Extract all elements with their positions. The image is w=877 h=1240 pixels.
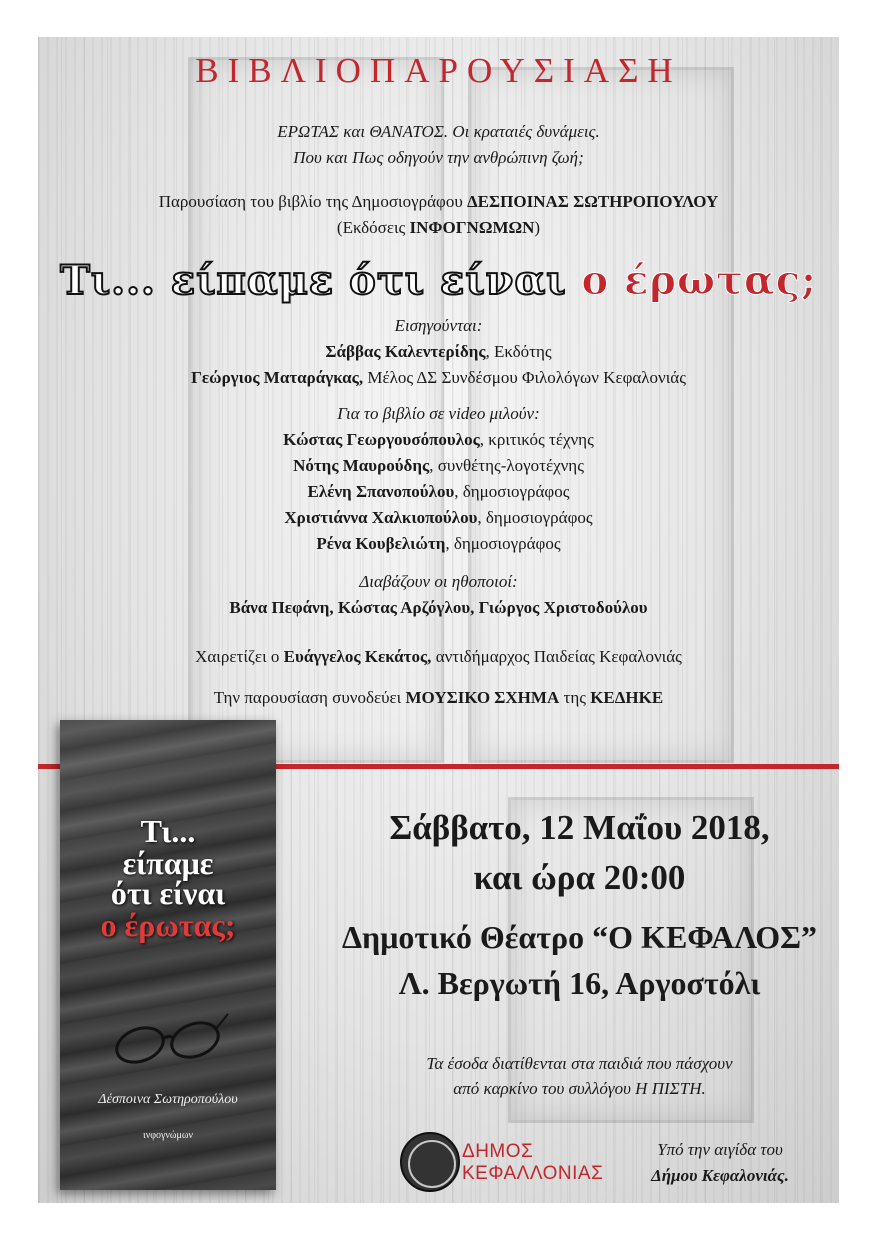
cover-author: Δέσποινα Σωτηροπούλου xyxy=(98,1092,238,1107)
cover-title-line-4: ο έρωτας; xyxy=(100,907,236,943)
event-address: Λ. Βεργωτή 16, Αργοστόλι xyxy=(398,965,761,1001)
event-date: Σάββατο, 12 Μαΐου 2018, xyxy=(389,808,770,847)
video-speaker-row xyxy=(38,531,839,557)
book-cover xyxy=(60,720,276,1190)
speaker-role: , Εκδότης xyxy=(485,342,552,361)
speaker-row xyxy=(38,365,839,391)
actors-block xyxy=(38,569,839,621)
publisher-close: ) xyxy=(534,218,541,237)
event-venue: Δημοτικό Θέατρο “Ο ΚΕΦΑΛΟΣ” xyxy=(341,919,818,955)
video-speaker-role: , δημοσιογράφος xyxy=(454,482,570,501)
municipality-line-2: ΚΕΦΑΛΛΟΝΙΑΣ xyxy=(462,1163,604,1184)
glasses-icon xyxy=(110,1010,230,1070)
municipality-logo-text xyxy=(462,1141,603,1185)
theme-line-2: Που και Πως οδηγούν την ανθρώπινη ζωή; xyxy=(293,148,584,167)
video-speaker-row xyxy=(38,505,839,531)
event-time: και ώρα 20:00 xyxy=(473,858,686,897)
greeting-name: Ευάγγελος Κεκάτος, xyxy=(283,647,432,666)
greeting-prefix: Χαιρετίζει ο xyxy=(195,647,284,666)
publisher-open: (Εκδόσεις xyxy=(336,218,410,237)
music-org: ΚΕΔΗΚΕ xyxy=(590,688,664,707)
speakers-block xyxy=(38,313,839,391)
actors-names: Βάνα Πεφάνη, Κώστας Αρζόγλου, Γιώργος Χριστοδούλου xyxy=(229,598,648,617)
proceeds-line-1: Τα έσοδα διατίθενται στα παιδιά που πάσχουν xyxy=(426,1054,733,1073)
book-title-part-2: ο έρωτας; xyxy=(581,257,817,304)
municipality-line-1: ΔΗΜΟΣ xyxy=(462,1141,534,1162)
speakers-heading: Εισηγούνται: xyxy=(394,316,483,335)
presentation-prefix: Παρουσίαση του βιβλίο της Δημοσιογράφου xyxy=(158,192,468,211)
aegis-note xyxy=(610,1137,830,1189)
speaker-row xyxy=(38,339,839,365)
music-group: ΜΟΥΣΙΚΟ ΣΧΗΜΑ xyxy=(405,688,560,707)
cover-title-line-3: ότι είναι xyxy=(110,875,226,911)
video-speaker-name: Χριστιάννα Χαλκιοπούλου xyxy=(284,508,478,527)
greeting-line xyxy=(38,644,839,670)
video-speaker-role: , δημοσιογράφος xyxy=(477,508,593,527)
speaker-name: Γεώργιος Ματαράγκας, xyxy=(191,368,364,387)
presentation-line xyxy=(38,189,839,215)
cover-title-line-2: είπαμε xyxy=(122,845,214,881)
speaker-name: Σάββας Καλεντερίδης xyxy=(325,342,486,361)
page-title: ΒΙΒΛΙΟΠΑΡΟΥΣΙΑΣΗ xyxy=(195,51,682,90)
proceeds-note xyxy=(320,1051,839,1101)
music-line xyxy=(38,685,839,711)
theme-line-1: ΕΡΩΤΑΣ και ΘΑΝΑΤΟΣ. Οι κραταιές δυνάμεις. xyxy=(277,122,600,141)
video-speaker-row xyxy=(38,427,839,453)
video-block xyxy=(38,401,839,557)
aegis-line-1: Υπό την αιγίδα του xyxy=(657,1140,783,1159)
video-speaker-name: Ελένη Σπανοπούλου xyxy=(307,482,455,501)
aegis-line-2: Δήμου Κεφαλονιάς. xyxy=(651,1166,789,1185)
music-middle: της xyxy=(559,688,591,707)
video-speaker-role: , δημοσιογράφος xyxy=(445,534,561,553)
book-title-heading xyxy=(38,257,839,304)
author-name: ΔΕΣΠΟΙΝΑΣ ΣΩΤΗΡΟΠΟΥΛΟΥ xyxy=(467,192,719,211)
video-speaker-row xyxy=(38,479,839,505)
cover-publisher: ινφογνώμων xyxy=(143,1130,193,1141)
video-speaker-row xyxy=(38,453,839,479)
video-speaker-role: , συνθέτης-λογοτέχνης xyxy=(429,456,584,475)
greeting-suffix: αντιδήμαρχος Παιδείας Κεφαλονιάς xyxy=(431,647,682,666)
video-speaker-name: Κώστας Γεωργουσόπουλος xyxy=(283,430,480,449)
video-speaker-name: Ρένα Κουβελιώτη xyxy=(316,534,446,553)
video-heading: Για το βιβλίο σε video μιλούν: xyxy=(337,404,540,423)
actors-heading: Διαβάζουν οι ηθοποιοί: xyxy=(359,572,518,591)
speaker-role: Μέλος ΔΣ Συνδέσμου Φιλολόγων Κεφαλονιάς xyxy=(363,368,686,387)
music-prefix: Την παρουσίαση συνοδεύει xyxy=(213,688,406,707)
book-title-part-1: Τι... είπαμε ότι είναι xyxy=(60,257,582,304)
publisher-name: ΙΝΦΟΓΝΩΜΩΝ xyxy=(409,218,535,237)
video-speaker-role: , κριτικός τέχνης xyxy=(479,430,594,449)
poster xyxy=(38,37,839,1203)
presentation-block xyxy=(38,189,839,241)
theme-block xyxy=(38,119,839,171)
publisher-line xyxy=(38,215,839,241)
municipality-seal-icon xyxy=(400,1132,460,1192)
video-speaker-name: Νότης Μαυρούδης xyxy=(293,456,430,475)
proceeds-line-2: από καρκίνο του συλλόγου Η ΠΙΣΤΗ. xyxy=(453,1079,706,1098)
cover-title-line-1: Τι... xyxy=(140,813,196,849)
